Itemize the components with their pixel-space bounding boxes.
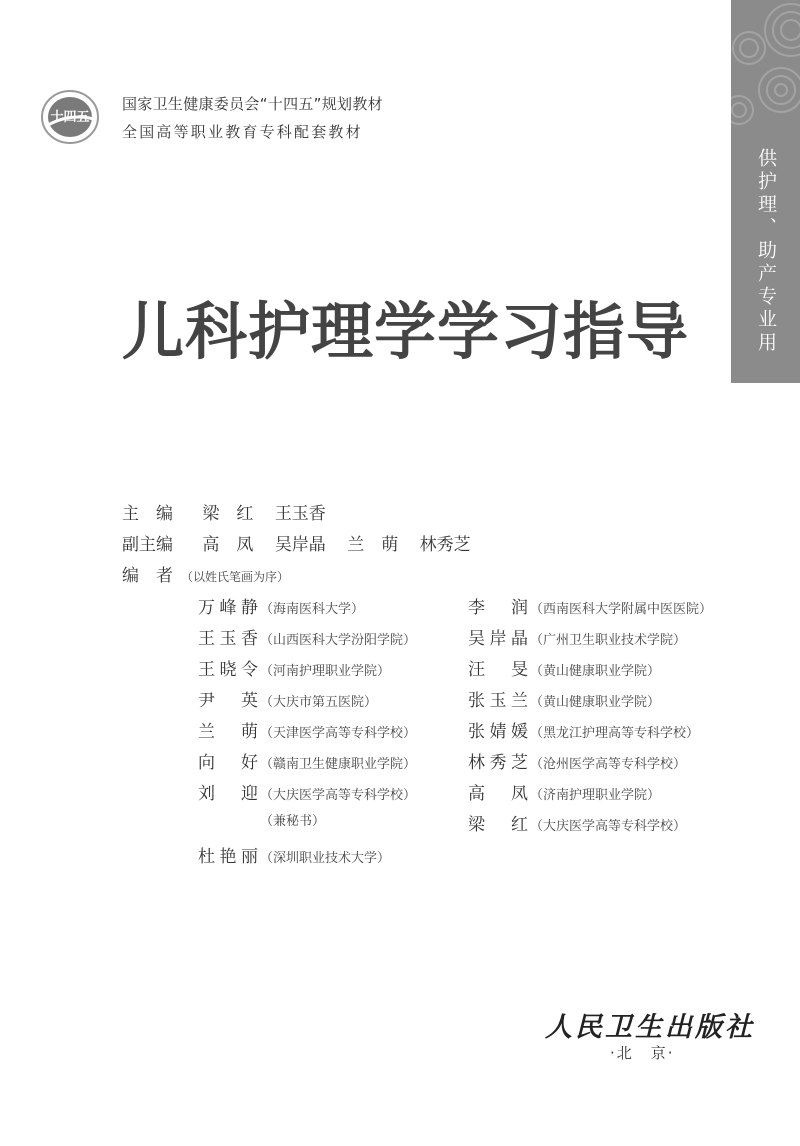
editor-name: 尹 英 <box>198 691 258 711</box>
editor-entry <box>468 624 686 649</box>
deputy-editors-names <box>202 530 486 555</box>
editor-entry <box>468 748 686 773</box>
series-logo <box>40 89 100 145</box>
deputy-editor-name: 高 凤 <box>202 535 254 555</box>
editor-entry <box>468 686 660 711</box>
editor-name: 刘 迎 <box>198 784 258 804</box>
editor-name: 梁 红 <box>468 815 528 835</box>
editor-entry <box>468 717 699 742</box>
editor-name: 杜艳丽 <box>198 847 258 867</box>
chief-editors-label: 主 编 <box>122 504 173 524</box>
series-line-2: 全国高等职业教育专科配套教材 <box>122 123 363 141</box>
editor-entry <box>198 624 416 649</box>
editor-affiliation: （深圳职业技术大学） <box>260 851 391 866</box>
deputy-editors-label: 副主编 <box>122 535 173 555</box>
publisher-city: ·北 京· <box>610 1044 675 1062</box>
side-tab-text: 供护理、助产专业用 <box>755 148 777 355</box>
editor-name: 李 润 <box>468 598 528 618</box>
editor-name: 林秀芝 <box>468 753 528 773</box>
chief-editor-name: 王玉香 <box>274 504 326 524</box>
editor-entry <box>468 655 660 680</box>
editor-name: 王晓令 <box>198 660 258 680</box>
editor-entry <box>198 593 364 618</box>
chief-editors-names <box>202 499 341 524</box>
publisher-name: 人民卫生出版社 <box>545 1012 755 1043</box>
editor-affiliation: （广州卫生职业技术学院） <box>530 633 687 648</box>
editor-name: 高 凤 <box>468 784 528 804</box>
side-tab <box>731 0 800 383</box>
deputy-editors-row <box>122 530 487 555</box>
editor-entry <box>198 655 390 680</box>
deputy-editor-name: 兰 萌 <box>347 535 399 555</box>
editor-affiliation: （黄山健康职业学院） <box>530 664 661 679</box>
cloud-pattern-decoration <box>731 0 800 140</box>
editor-name: 张玉兰 <box>468 691 528 711</box>
editor-affiliation: （赣南卫生健康职业学院） <box>260 757 417 772</box>
deputy-editor-name: 林秀芝 <box>419 535 471 555</box>
editor-entry <box>198 842 390 867</box>
editor-name: 张婧媛 <box>468 722 528 742</box>
editor-affiliation: （大庆市第五医院） <box>260 695 378 710</box>
chief-editors-row <box>122 499 342 524</box>
editor-affiliation: （西南医科大学附属中医医院） <box>530 602 713 617</box>
editor-entry <box>198 810 325 830</box>
editor-affiliation: （天津医学高等专科学校） <box>260 726 417 741</box>
editor-affiliation: （山西医科大学汾阳学院） <box>260 633 417 648</box>
editor-affiliation: （黄山健康职业学院） <box>530 695 661 710</box>
editor-affiliation: （大庆医学高等专科学校） <box>260 788 417 803</box>
editor-affiliation: （兼秘书） <box>260 814 326 829</box>
editor-name: 汪 旻 <box>468 660 528 680</box>
editor-name: 王玉香 <box>198 629 258 649</box>
editor-name: 吴岸晶 <box>468 629 528 649</box>
editor-affiliation: （海南医科大学） <box>260 602 365 617</box>
editor-name: 万峰静 <box>198 598 258 618</box>
editor-entry <box>468 593 712 618</box>
editors-order-note: （以姓氏笔画为序） <box>181 570 290 584</box>
editor-entry <box>468 810 686 835</box>
chief-editor-name: 梁 红 <box>202 504 254 524</box>
editor-affiliation: （黑龙江护理高等专科学校） <box>530 726 700 741</box>
editor-entry <box>198 779 416 804</box>
book-title: 儿科护理学学习指导 <box>122 295 690 368</box>
editor-affiliation: （济南护理职业学院） <box>530 788 661 803</box>
editor-name: 兰 萌 <box>198 722 258 742</box>
series-line-1: 国家卫生健康委员会“十四五”规划教材 <box>122 95 383 113</box>
editor-entry <box>198 748 416 773</box>
deputy-editor-name: 吴岸晶 <box>274 535 326 555</box>
editor-entry <box>198 717 416 742</box>
editor-affiliation: （河南护理职业学院） <box>260 664 391 679</box>
editors-label-row <box>122 561 289 586</box>
logo-text: 十四五 <box>50 110 90 125</box>
editor-affiliation: （沧州医学高等专科学校） <box>530 757 687 772</box>
editor-affiliation: （大庆医学高等专科学校） <box>530 819 687 834</box>
editor-name: 向 好 <box>198 753 258 773</box>
editor-entry <box>468 779 660 804</box>
editor-entry <box>198 686 377 711</box>
editors-label: 编 者 <box>122 566 173 586</box>
